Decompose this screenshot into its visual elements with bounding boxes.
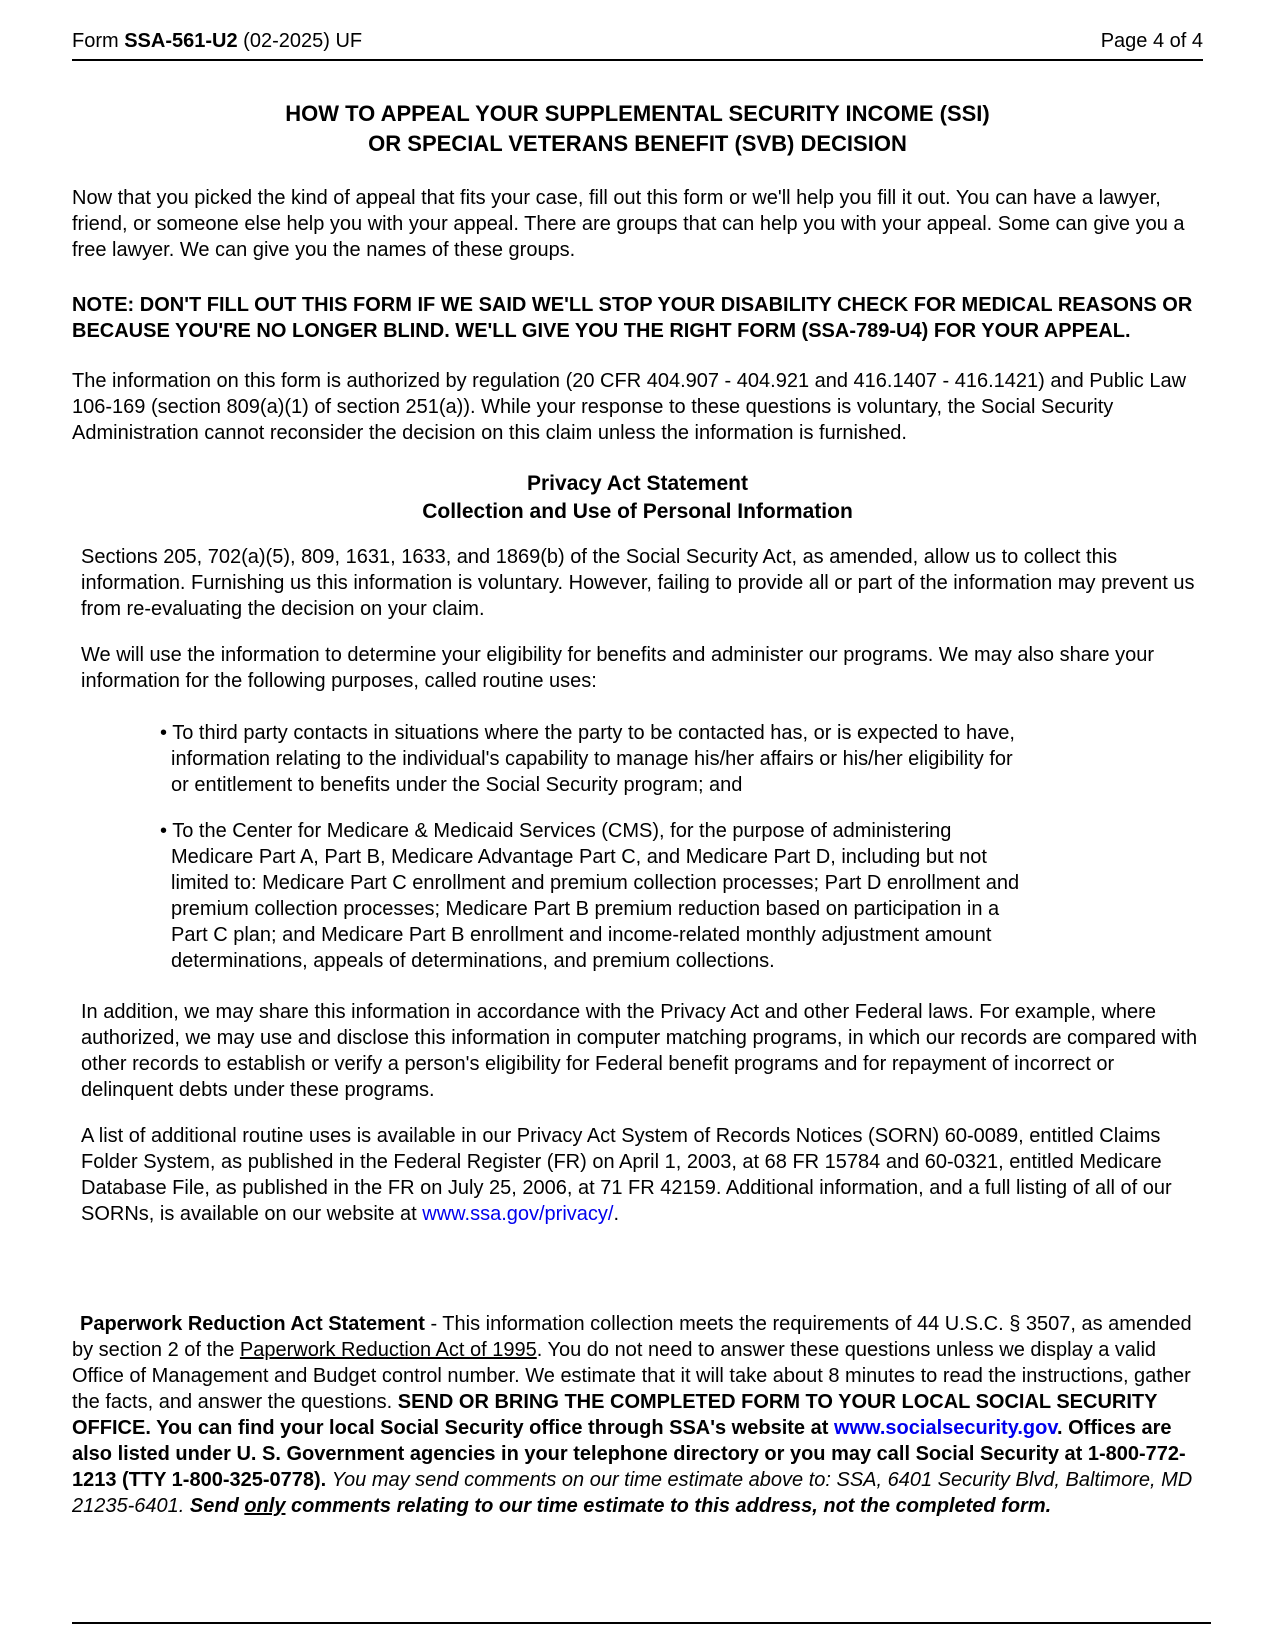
form-label: Form <box>72 30 125 52</box>
bullet-icon: • <box>160 722 173 744</box>
authorization-paragraph <box>72 368 1203 446</box>
text-run: comments relating to our time estimate to this address, not the completed form. <box>285 1495 1052 1517</box>
text-run: To the Center for Medicare & Medicaid Services (CMS), for the purpose of administering Medicare Part A, Part B, Medicare Advantage Part C, and Medicare Part D, including but not limited to: Medicare Part C enrollment and premium collection processes; Part D enrollment and premium collection processes; Medicare Part B premium reduction based on participation in a Part C plan; and Medicare Part B enrollment and income-related monthly adjustment amount determinations, appeals of determinations, and premium collections. <box>171 820 1020 972</box>
title-line-2: OR SPECIAL VETERANS BENEFIT (SVB) DECISION <box>368 131 907 156</box>
text-run: SEND OR BRING THE COMPLETED FORM TO YOUR LOCAL SOCIAL SECURITY OFFICE. You can find your local Social Security office through SSA's website at <box>72 1391 1158 1439</box>
document-body <box>72 185 1203 1519</box>
footer-divider <box>72 1622 1211 1624</box>
document-title <box>72 99 1203 159</box>
text-run: . You do not need to answer these questions unless we display a valid Office of Management and Budget control number. We estimate that it will take about 8 minutes to read the instructions, gather the facts, and answer the questions. <box>72 1339 1191 1413</box>
text-run: Paperwork Reduction Act Statement <box>80 1313 425 1335</box>
text-run: Send <box>189 1495 245 1517</box>
text-run: The information on this form is authorized by regulation (20 CFR 404.907 - 404.921 and 416.1407 - 416.1421) and Public Law 106-169 (section 809(a)(1) of section 251(a)). While your response to these questions is voluntary, the Social Security Administration cannot reconsider the decision on this claim unless the information is furnished. <box>72 370 1187 444</box>
page-number: Page 4 of 4 <box>1100 30 1203 52</box>
text-run: Collection and Use of Personal Information <box>422 500 853 523</box>
text-run: . Offices are also listed under U. S. Government agencies in your telephone directory or you may call Social Security at 1-800-772-1213 (TTY 1-800-325-0778). <box>72 1417 1186 1491</box>
sorn-paragraph <box>72 1123 1203 1227</box>
note-paragraph <box>72 292 1203 344</box>
routine-uses-list <box>72 720 1030 974</box>
bullet-icon: • <box>160 820 173 842</box>
text-run: Privacy Act Statement <box>527 472 748 495</box>
form-number <box>72 28 362 54</box>
text-run: . <box>613 1203 620 1225</box>
text-run: A list of additional routine uses is available in our Privacy Act System of Records Notices (SORN) 60-0089, entitled Claims Folder System, as published in the Federal Register (FR) on April 1, 2003, at 68 FR 15784 and 60-0321, entitled Medicare Database File, as published in the FR on July 25, 2006, at 71 FR 42159. Additional information, and a full listing of all of our SORNs, is available on our website at <box>81 1125 1172 1225</box>
text-run: To third party contacts in situations where the party to be contacted has, or is expected to have, information relating to the individual's capability to manage his/her affairs or his/her eligibility for or entitlement to benefits under the Social Security program; and <box>171 722 1015 796</box>
collection-use-heading <box>72 498 1203 526</box>
text-run: NOTE: DON'T FILL OUT THIS FORM IF WE SAID WE'LL STOP YOUR DISABILITY CHECK FOR MEDICAL REASONS OR BECAUSE YOU'RE NO LONGER BLIND. WE'LL GIVE YOU THE RIGHT FORM (SSA-789-U4) FOR YOUR APPEAL. <box>72 294 1193 342</box>
text-run: - This information collection meets the requirements of 44 U.S.C. § 3507, as amended by section 2 of the <box>72 1313 1192 1361</box>
link-ssa-privacy[interactable]: www.ssa.gov/privacy/ <box>422 1203 614 1225</box>
title-line-1: HOW TO APPEAL YOUR SUPPLEMENTAL SECURITY INCOME (SSI) <box>285 101 990 126</box>
routine-uses-paragraph <box>72 642 1203 694</box>
paperwork-reduction-paragraph <box>72 1311 1203 1519</box>
privacy-act-heading <box>72 470 1203 498</box>
text-run: You may send comments on our time estimate above to: SSA, 6401 Security Blvd, Baltimore, MD 21235-6401. <box>72 1469 1193 1517</box>
text-run: We will use the information to determine your eligibility for benefits and administer our programs. We may also share your information for the following purposes, called routine uses: <box>81 644 1155 692</box>
form-id: SSA-561-U2 <box>124 30 238 52</box>
link-socialsecurity[interactable]: www.socialsecurity.gov <box>833 1417 1057 1439</box>
bullet-cms <box>160 818 1030 974</box>
bullet-third-party <box>160 720 1030 798</box>
page-header <box>72 28 1203 61</box>
intro-paragraph <box>72 185 1203 263</box>
text-run: Now that you picked the kind of appeal that fits your case, fill out this form or we'll help you fill it out. You can have a lawyer, friend, or someone else help you with your appeal. There are groups that can help you with your appeal. Some can give you a free lawyer. We can give you the names of these groups. <box>72 187 1185 261</box>
text-run: In addition, we may share this information in accordance with the Privacy Act and other Federal laws. For example, where authorized, we may use and disclose this information in computer matching programs, in which our records are compared with other records to establish or verify a person's eligibility for Federal benefit programs and for repayment of incorrect or delinquent debts under these programs. <box>81 1001 1198 1101</box>
form-revision: (02-2025) UF <box>237 30 363 52</box>
in-addition-paragraph <box>72 999 1203 1103</box>
text-run: Sections 205, 702(a)(5), 809, 1631, 1633, and 1869(b) of the Social Security Act, as amended, allow us to collect this information. Furnishing us this information is voluntary. However, failing to provide all or part of the information may prevent us from re-evaluating the decision on your claim. <box>81 546 1195 620</box>
sections-paragraph <box>72 544 1203 622</box>
text-run: only <box>244 1495 286 1517</box>
text-run: Paperwork Reduction Act of 1995 <box>239 1339 537 1361</box>
